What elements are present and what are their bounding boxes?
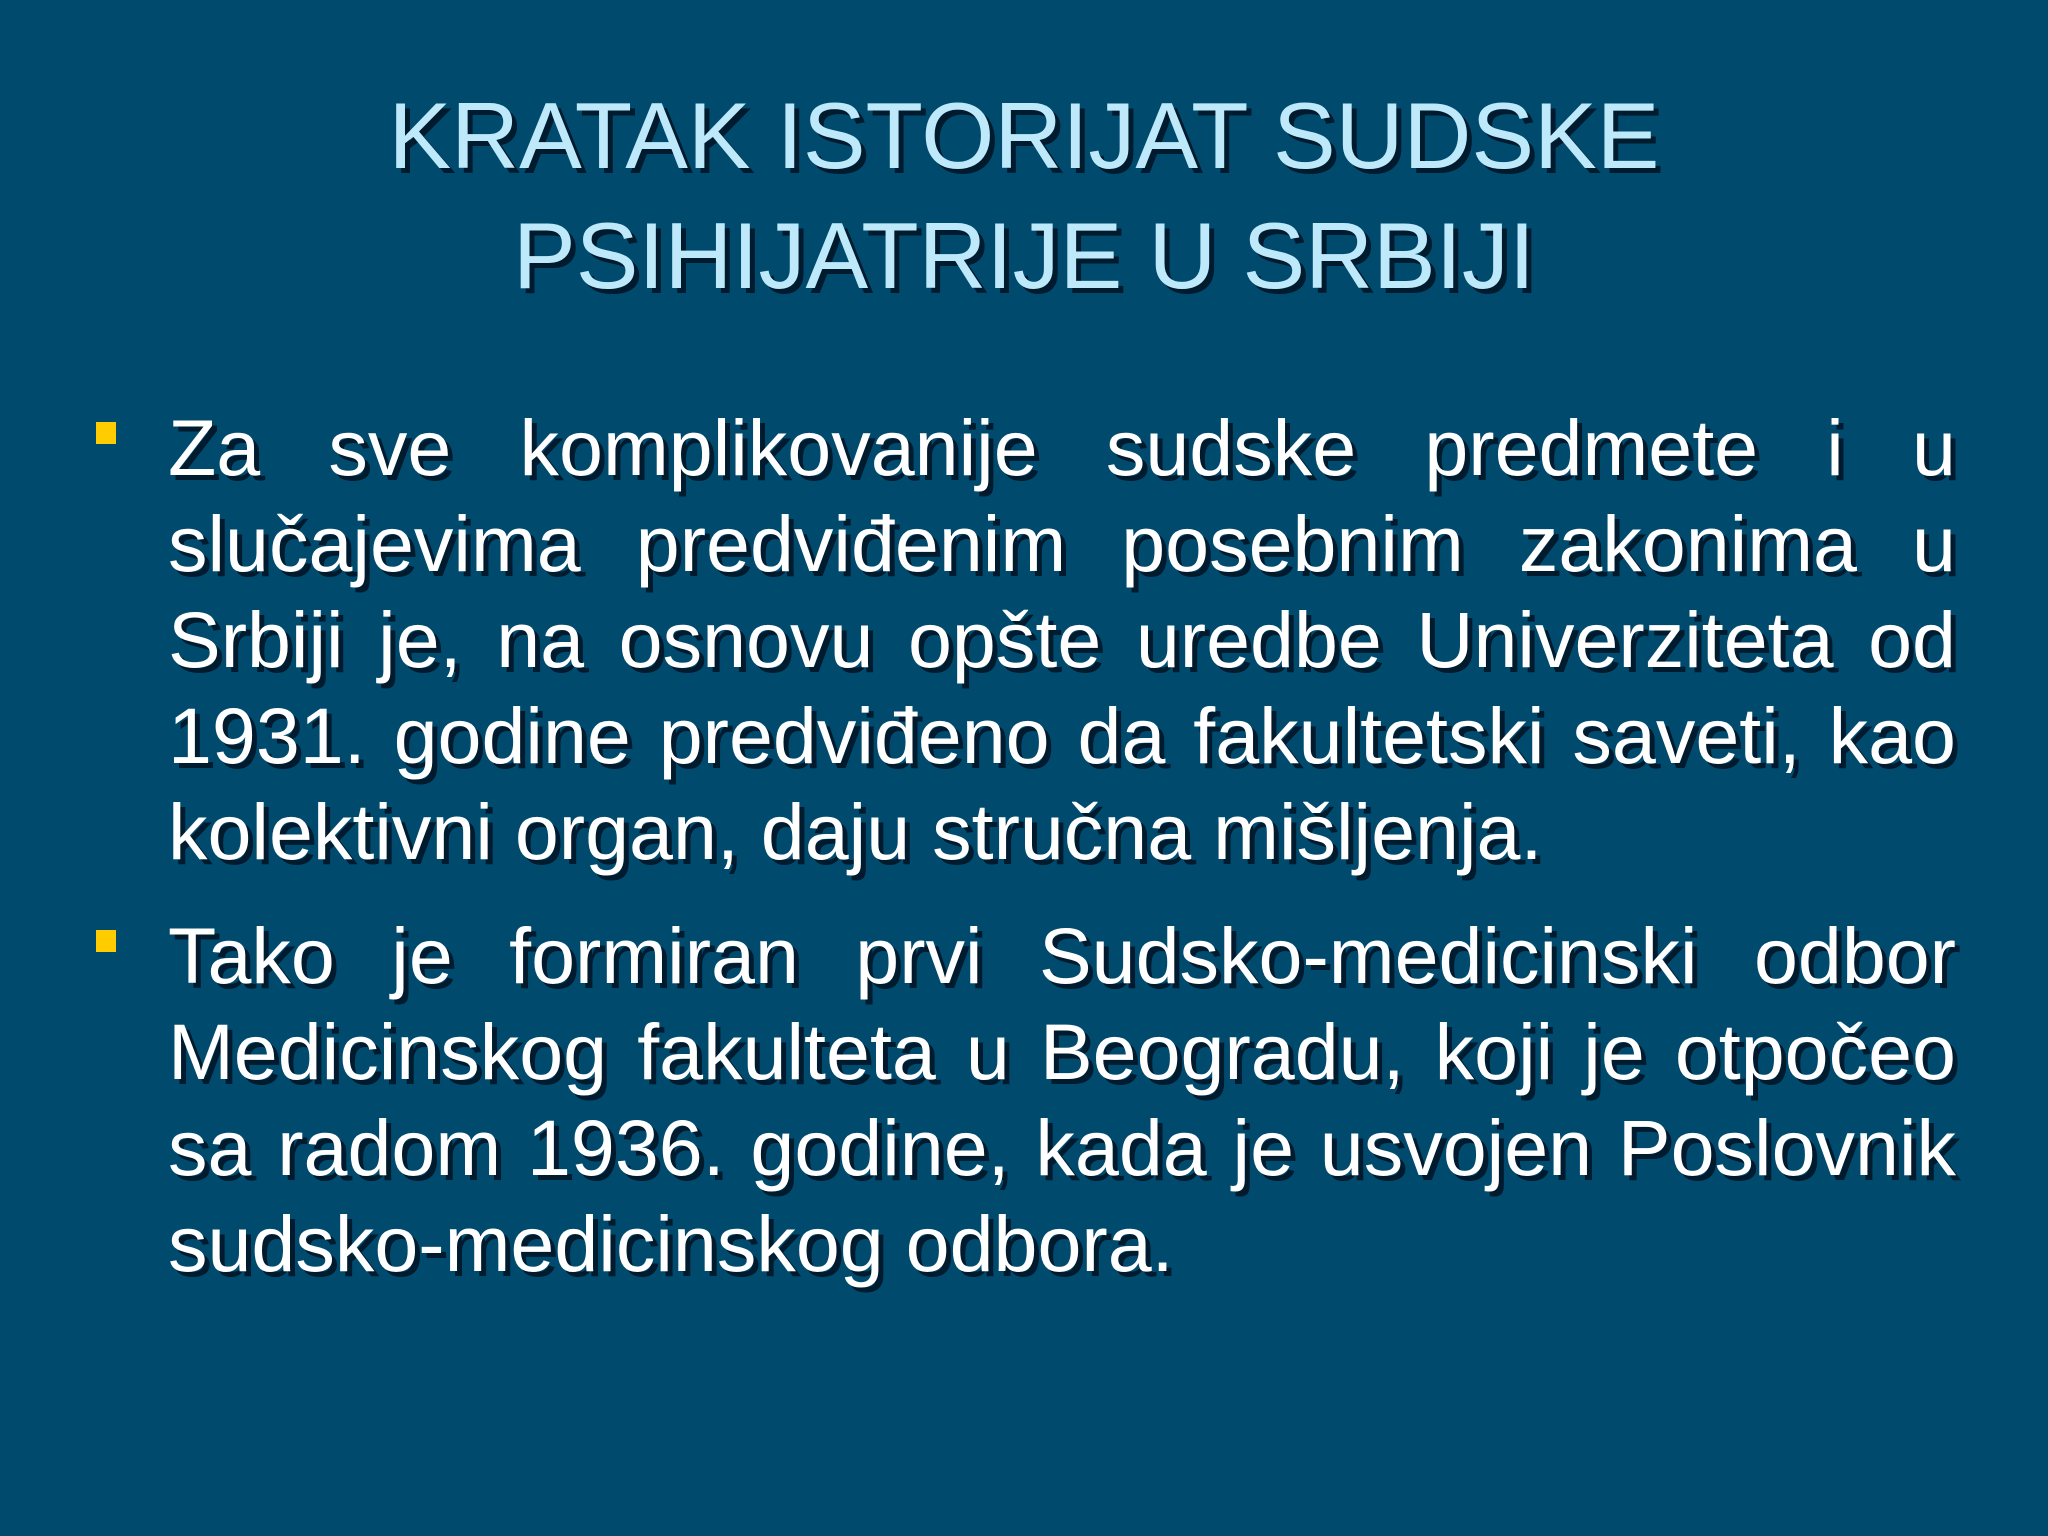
bullet-list xyxy=(92,400,1956,1320)
square-bullet-icon xyxy=(96,930,116,952)
bullet-text: Za sve komplikovanije sudske predmete i u slučajevima predviđenim posebnim zakonima u Srbiji je, na osnovu opšte uredbe Univerziteta od 1931. godine predviđeno da fakultetski saveti, kao kolektivni organ, daju stručna mišljenja. xyxy=(168,403,1956,876)
slide-title-line-2: PSIHIJATRIJE U SRBIJI xyxy=(513,203,1535,308)
bullet-item xyxy=(92,400,1956,880)
bullet-item xyxy=(92,908,1956,1292)
square-bullet-icon xyxy=(96,422,116,444)
bullet-text: Tako je formiran prvi Sudsko-medicinski odbor Medicinskog fakulteta u Beogradu, koji je otpočeo sa radom 1936. godine, kada je usvojen Poslovnik sudsko-medicinskog odbora. xyxy=(168,911,1956,1288)
slide-title xyxy=(0,76,2048,316)
slide-title-line-1: KRATAK ISTORIJAT SUDSKE xyxy=(388,83,1660,188)
